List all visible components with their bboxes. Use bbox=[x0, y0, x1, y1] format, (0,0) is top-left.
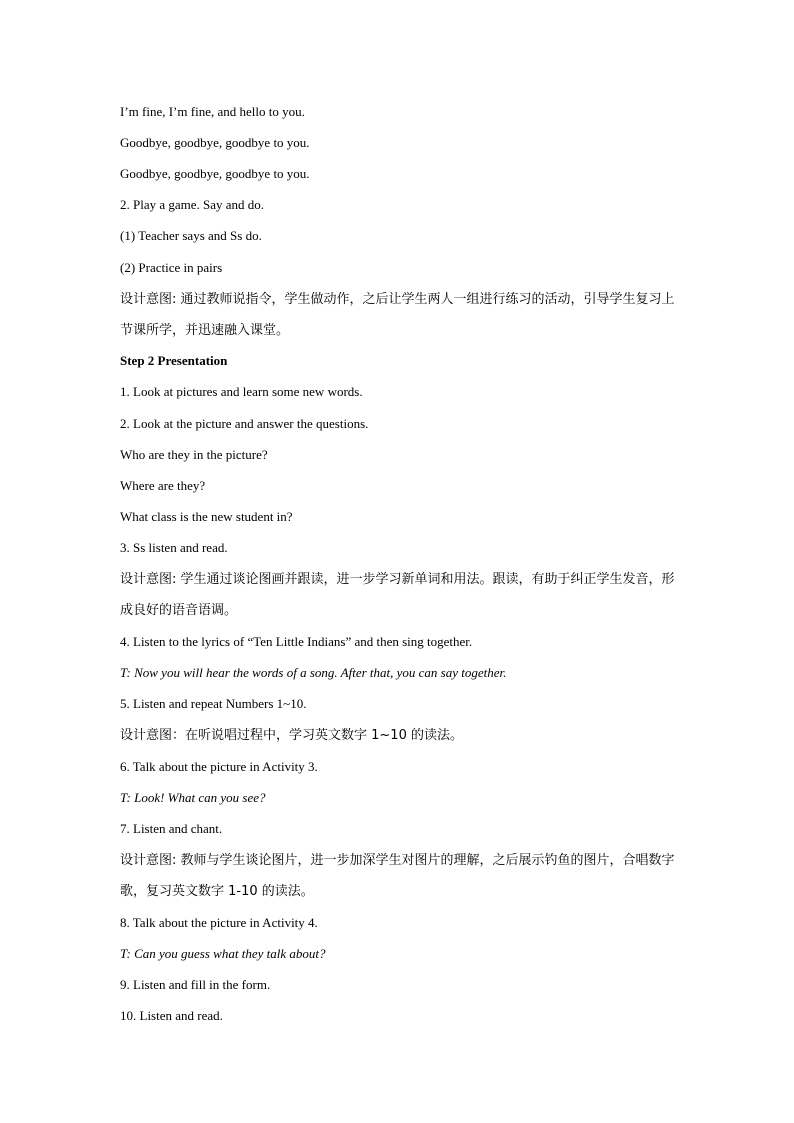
design-intent-4: 设计意图: 教师与学生谈论图片，进一步加深学生对图片的理解，之后展示钓鱼的图片，合唱数字歌，复习英文数字 1-10 的读法。 bbox=[120, 853, 675, 899]
step-learn-new-words: 1. Look at pictures and learn some new words. bbox=[120, 384, 363, 399]
teacher-line-song: T: Now you will hear the words of a song. After that, you can say together. bbox=[120, 665, 507, 680]
design-intent-1: 设计意图: 通过教师说指令，学生做动作，之后让学生两人一组进行练习的活动，引导学生复习上节课所学，并迅速融入课堂。 bbox=[120, 292, 675, 338]
teacher-line-guess: T: Can you guess what they talk about? bbox=[120, 946, 326, 961]
question-where: Where are they? bbox=[120, 478, 206, 493]
substep-practice-pairs: (2) Practice in pairs bbox=[120, 260, 223, 275]
step-listen-lyrics: 4. Listen to the lyrics of “Ten Little Indians” and then sing together. bbox=[120, 634, 473, 649]
design-intent-3: 设计意图：在听说唱过程中，学习英文数字 1~10 的读法。 bbox=[120, 728, 463, 743]
step-answer-questions: 2. Look at the picture and answer the questions. bbox=[120, 416, 369, 431]
song-line-hello: I’m fine, I’m fine, and hello to you. bbox=[120, 104, 305, 119]
step-listen-chant: 7. Listen and chant. bbox=[120, 821, 223, 836]
design-intent-2: 设计意图: 学生通过谈论图画并跟读，进一步学习新单词和用法。跟读，有助于纠正学生发音，形成良好的语音语调。 bbox=[120, 572, 675, 618]
teacher-line-look: T: Look! What can you see? bbox=[120, 790, 266, 805]
song-line-goodbye-1: Goodbye, goodbye, goodbye to you. bbox=[120, 135, 310, 150]
step-listen-read: 3. Ss listen and read. bbox=[120, 540, 228, 555]
substep-teacher-says: (1) Teacher says and Ss do. bbox=[120, 228, 262, 243]
step-listen-read-final: 10. Listen and read. bbox=[120, 1008, 223, 1023]
section-heading-presentation: Step 2 Presentation bbox=[120, 353, 228, 368]
step-play-game: 2. Play a game. Say and do. bbox=[120, 197, 265, 212]
step-fill-form: 9. Listen and fill in the form. bbox=[120, 977, 271, 992]
step-talk-activity-4: 8. Talk about the picture in Activity 4. bbox=[120, 915, 318, 930]
song-line-goodbye-2: Goodbye, goodbye, goodbye to you. bbox=[120, 166, 310, 181]
step-talk-activity-3: 6. Talk about the picture in Activity 3. bbox=[120, 759, 318, 774]
question-who: Who are they in the picture? bbox=[120, 447, 268, 462]
step-repeat-numbers: 5. Listen and repeat Numbers 1~10. bbox=[120, 696, 307, 711]
question-what-class: What class is the new student in? bbox=[120, 509, 293, 524]
